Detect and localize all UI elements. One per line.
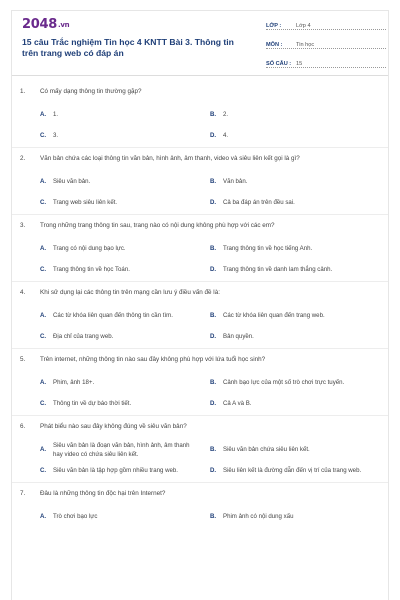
meta-label: SỐ CÂU : [266, 61, 292, 67]
question-number: 4. [20, 289, 26, 296]
header-divider [12, 75, 388, 76]
option-letter: B. [210, 513, 217, 521]
option-letter: A. [40, 446, 47, 454]
answer-option[interactable] [40, 105, 210, 126]
question-text-row [20, 150, 380, 172]
answer-option[interactable] [40, 172, 210, 193]
answer-option[interactable] [40, 126, 210, 147]
meta-value: Tin học [296, 42, 315, 48]
option-text: Các từ khóa liên quan đến thông tin cần tìm. [53, 312, 173, 320]
option-letter: A. [40, 379, 47, 387]
meta-value: 15 [296, 61, 303, 67]
question-item [20, 83, 380, 150]
option-letter: A. [40, 111, 47, 119]
answer-option[interactable] [210, 126, 380, 147]
answer-option[interactable] [210, 394, 380, 415]
option-letter: B. [210, 178, 217, 186]
option-text: 4. [223, 132, 229, 140]
option-letter: B. [210, 312, 217, 320]
answer-option[interactable] [40, 327, 210, 348]
question-number: 2. [20, 155, 26, 162]
question-text: Khi sử dụng lại các thông tin trên mạng cần lưu ý điều vấn đề là: [40, 289, 220, 296]
option-letter: A. [40, 312, 47, 320]
option-text: Thông tin về dự báo thời tiết. [53, 400, 132, 408]
document-header [20, 11, 380, 73]
question-number: 7. [20, 490, 26, 497]
answer-option[interactable] [40, 507, 210, 528]
answer-options [20, 105, 380, 147]
option-letter: D. [210, 132, 217, 140]
option-text: Địa chỉ của trang web. [53, 333, 114, 341]
answer-option[interactable] [40, 373, 210, 394]
option-letter: D. [210, 467, 217, 475]
answer-option[interactable] [40, 260, 210, 281]
option-text: Trang thông tin về học tiếng Anh. [223, 245, 313, 253]
answer-option[interactable] [210, 105, 380, 126]
option-letter: B. [210, 245, 217, 253]
answer-options [20, 373, 380, 415]
option-text: Trang thông tin về học Toán. [53, 266, 130, 274]
meta-label: LỚP : [266, 23, 282, 29]
option-text: Trang thông tin về danh lam thắng cảnh. [223, 266, 333, 274]
answer-option[interactable] [210, 373, 380, 394]
option-letter: A. [40, 513, 47, 521]
question-list [20, 83, 380, 528]
option-text: Trang web siêu liên kết. [53, 199, 118, 207]
option-letter: B. [210, 446, 217, 454]
question-text-row [20, 351, 380, 373]
meta-value: Lớp 4 [296, 23, 311, 29]
option-text: 3. [53, 132, 59, 140]
document-page [11, 10, 389, 600]
question-item [20, 284, 380, 351]
option-text: Văn bản. [223, 178, 248, 186]
question-text-row [20, 83, 380, 105]
answer-options [20, 440, 380, 482]
question-text: Văn bản chứa các loại thông tin văn bản, hình ảnh, âm thanh, video và siêu liên kết gọi là gì? [40, 155, 300, 162]
option-letter: B. [210, 111, 217, 119]
answer-option[interactable] [210, 461, 380, 482]
answer-option[interactable] [210, 239, 380, 260]
question-text: Trong những trang thông tin sau, trang nào có nội dung không phù hợp với các em? [40, 222, 275, 229]
option-letter: C. [40, 400, 47, 408]
question-item [20, 485, 380, 528]
page-title: 15 câu Trắc nghiệm Tin học 4 KNTT Bài 3. Thông tin trên trang web có đáp án [22, 37, 234, 58]
option-letter: A. [40, 178, 47, 186]
question-item [20, 150, 380, 217]
option-text: 1. [53, 111, 59, 119]
question-text: Có mấy dạng thông tin thường gặp? [40, 88, 142, 95]
answer-option[interactable] [40, 394, 210, 415]
option-text: Phim, ảnh 18+. [53, 379, 95, 387]
question-item [20, 418, 380, 485]
option-text: Các từ khóa liên quan đến trang web. [223, 312, 325, 320]
option-letter: B. [210, 379, 217, 387]
option-letter: D. [210, 266, 217, 274]
answer-option[interactable] [40, 440, 210, 461]
question-text: Phát biểu nào sau đây không đúng về siêu văn bản? [40, 423, 187, 430]
answer-option[interactable] [210, 193, 380, 214]
meta-row-subject [266, 38, 386, 49]
answer-option[interactable] [40, 306, 210, 327]
answer-option[interactable] [210, 507, 380, 528]
option-text: Siêu văn bản là đoạn văn bản, hình ảnh, âm thanh hay video có chứa siêu liên kết. [53, 442, 190, 458]
option-text: Trò chơi bạo lực [53, 513, 98, 521]
option-text: Cả A và B. [223, 400, 252, 408]
option-letter: C. [40, 132, 47, 140]
answer-option[interactable] [40, 193, 210, 214]
answer-options [20, 306, 380, 348]
question-number: 5. [20, 356, 26, 363]
meta-row-count [266, 57, 386, 68]
question-item [20, 217, 380, 284]
answer-option[interactable] [210, 440, 380, 461]
question-text-row [20, 217, 380, 239]
question-number: 3. [20, 222, 26, 229]
option-text: Bản quyền. [223, 333, 254, 341]
option-text: Cả ba đáp án trên đều sai. [223, 199, 295, 207]
option-text: Siêu văn bản chứa siêu liên kết. [223, 446, 310, 454]
answer-option[interactable] [210, 172, 380, 193]
answer-option[interactable] [210, 327, 380, 348]
answer-option[interactable] [210, 306, 380, 327]
logo-text: 2048 [22, 17, 57, 32]
answer-options [20, 239, 380, 281]
option-letter: D. [210, 199, 217, 207]
question-text-row [20, 485, 380, 507]
question-number: 6. [20, 423, 26, 430]
option-letter: D. [210, 333, 217, 341]
site-logo[interactable] [22, 17, 69, 32]
option-letter: C. [40, 266, 47, 274]
option-letter: D. [210, 400, 217, 408]
answer-option[interactable] [210, 260, 380, 281]
question-number: 1. [20, 88, 26, 95]
meta-label: MÔN : [266, 42, 283, 48]
option-letter: A. [40, 245, 47, 253]
option-text: Trang có nội dung bạo lực. [53, 245, 126, 253]
question-text-row [20, 418, 380, 440]
answer-options [20, 172, 380, 214]
question-text: Đâu là những thông tin độc hại trên Internet? [40, 490, 166, 497]
option-text: Siêu liên kết là đường dẫn đến vị trí của trang web. [223, 467, 362, 475]
option-letter: C. [40, 333, 47, 341]
meta-box [266, 19, 386, 76]
question-text-row [20, 284, 380, 306]
option-letter: C. [40, 199, 47, 207]
answer-option[interactable] [40, 239, 210, 260]
answer-options [20, 507, 380, 528]
option-text: Siêu văn bản là tập hợp gồm nhiều trang web. [53, 467, 178, 475]
meta-row-class [266, 19, 386, 30]
option-text: 2. [223, 111, 229, 119]
option-text: Siêu văn bản. [53, 178, 91, 186]
question-item [20, 351, 380, 418]
answer-option[interactable] [40, 461, 210, 482]
option-text: Phim ảnh có nội dung xấu [223, 513, 294, 521]
logo-suffix: .vn [57, 21, 70, 29]
option-letter: C. [40, 467, 47, 475]
question-text: Trên internet, những thông tin nào sau đây không phù hợp với lứa tuổi học sinh? [40, 356, 266, 363]
option-text: Cảnh bạo lực của một số trò chơi trực tuyến. [223, 379, 345, 387]
